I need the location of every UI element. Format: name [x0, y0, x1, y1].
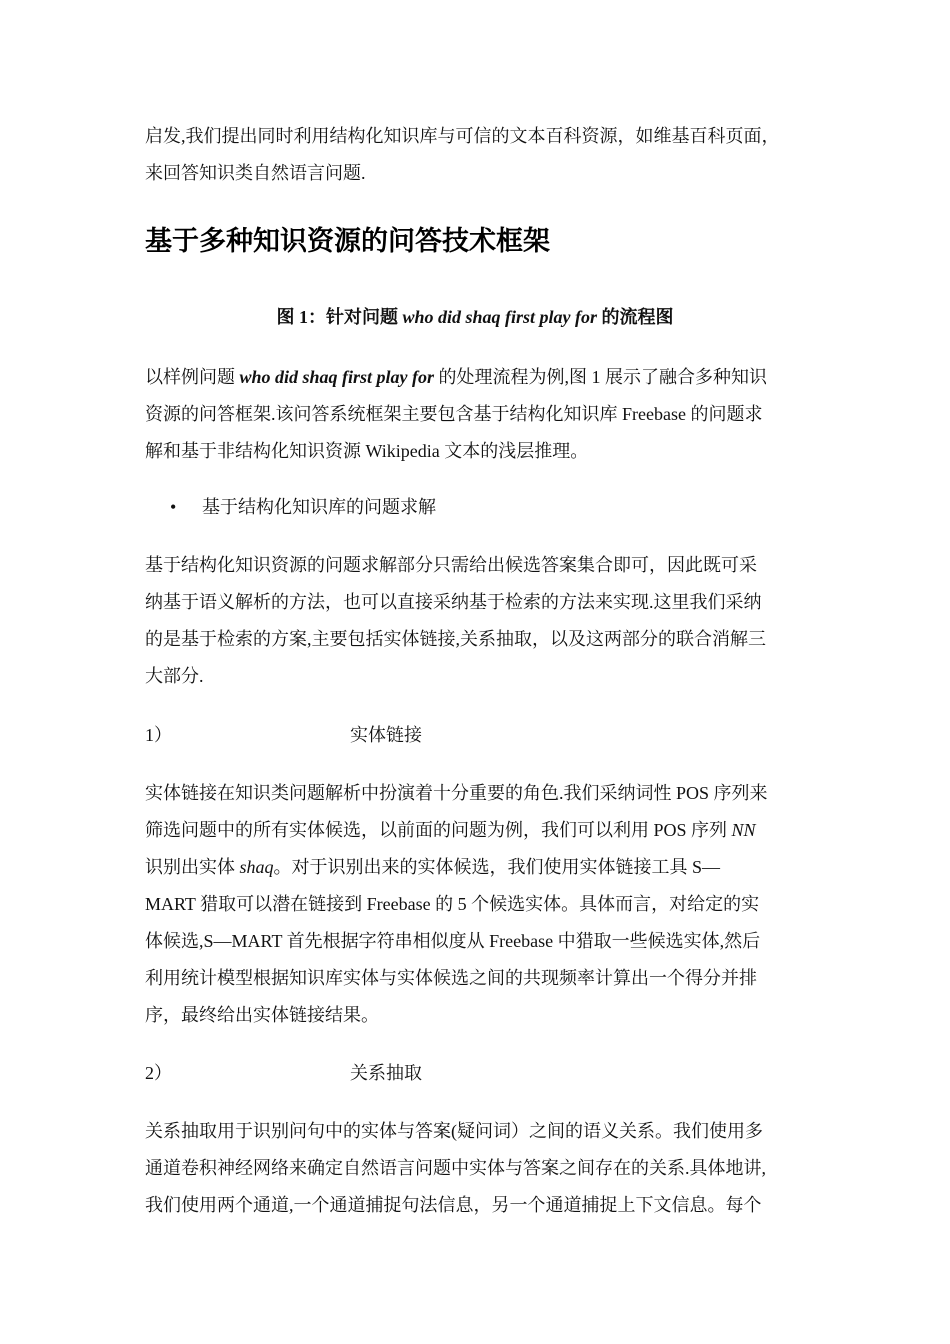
item-title: 关系抽取 [350, 1063, 422, 1083]
item-title: 实体链接 [350, 725, 422, 745]
bullet-item [170, 492, 436, 522]
text-segment: 的处理流程为例,图 1 展示了融合多种知识 [434, 367, 768, 387]
caption-question: who did shaq first play for [402, 307, 598, 327]
text-line: 纳基于语义解析的方法，也可以直接采纳基于检索的方法来实现.这里我们采纳 [145, 592, 762, 612]
text-segment: 筛选问题中的所有实体候选，以前面的问题为例，我们可以利用 POS 序列 [145, 820, 732, 840]
text-line [145, 359, 815, 396]
text-line: 体候选,S—MART 首先根据字符串相似度从 Freebase 中猎取一些候选实体,然后 [145, 931, 761, 951]
text-line: MART 猎取可以潜在链接到 Freebase 的 5 个候选实体。具体而言，对给定的实 [145, 894, 760, 914]
text-line: 基于结构化知识资源的问题求解部分只需给出候选答案集合即可，因此既可采 [145, 555, 757, 575]
numbered-heading-2 [145, 1058, 422, 1088]
text-segment: 。对于识别出来的实体候选，我们使用实体链接工具 S— [273, 857, 721, 877]
text-line: 通道卷积神经网络来确定自然语言问题中实体与答案之间存在的关系.具体地讲, [145, 1158, 766, 1178]
bullet-icon: • [170, 497, 177, 517]
entity-term: shaq [239, 857, 274, 877]
section-heading: 基于多种知识资源的问答技术框架 [145, 226, 550, 257]
text-line: 序，最终给出实体链接结果。 [145, 1005, 379, 1025]
caption-prefix: 图 1：针对问题 [276, 307, 403, 327]
numbered-heading-1 [145, 720, 422, 750]
example-question: who did shaq first play for [239, 367, 435, 387]
text-line: 来回答知识类自然语言问题. [145, 163, 366, 183]
text-line: 利用统计模型根据知识库实体与实体候选之间的共现频率计算出一个得分并排 [145, 968, 757, 988]
item-number: 1） [145, 725, 172, 745]
bullet-text: 基于结构化知识库的问题求解 [202, 497, 436, 517]
pos-tag: NN [731, 820, 756, 840]
text-line [145, 812, 815, 849]
relation-extraction-paragraph [145, 1113, 815, 1224]
entity-linking-paragraph [145, 775, 815, 1034]
figure-caption [0, 303, 950, 331]
text-segment: 识别出实体 [145, 857, 240, 877]
kb-paragraph [145, 547, 815, 695]
item-number: 2） [145, 1063, 172, 1083]
text-segment: 以样例问题 [145, 367, 240, 387]
text-line: 启发,我们提出同时利用结构化知识库与可信的文本百科资源，如维基百科页面， [145, 126, 780, 146]
text-line: 我们使用两个通道,一个通道捕捉句法信息，另一个通道捕捉上下文信息。每个 [145, 1195, 762, 1215]
text-line [145, 849, 815, 886]
text-line: 资源的问答框架.该问答系统框架主要包含基于结构化知识库 Freebase 的问题求 [145, 404, 763, 424]
text-line: 解和基于非结构化知识资源 Wikipedia 文本的浅层推理。 [145, 441, 589, 461]
text-line: 关系抽取用于识别问句中的实体与答案(疑问词）之间的语义关系。我们使用多 [145, 1121, 763, 1141]
intro-paragraph [145, 118, 815, 192]
framework-paragraph [145, 359, 815, 470]
text-line: 实体链接在知识类问题解析中扮演着十分重要的角色.我们采纳词性 POS 序列来 [145, 783, 768, 803]
caption-suffix: 的流程图 [597, 307, 674, 327]
text-line: 大部分. [145, 666, 204, 686]
text-line: 的是基于检索的方案,主要包括实体链接,关系抽取，以及这两部分的联合消解三 [145, 629, 766, 649]
